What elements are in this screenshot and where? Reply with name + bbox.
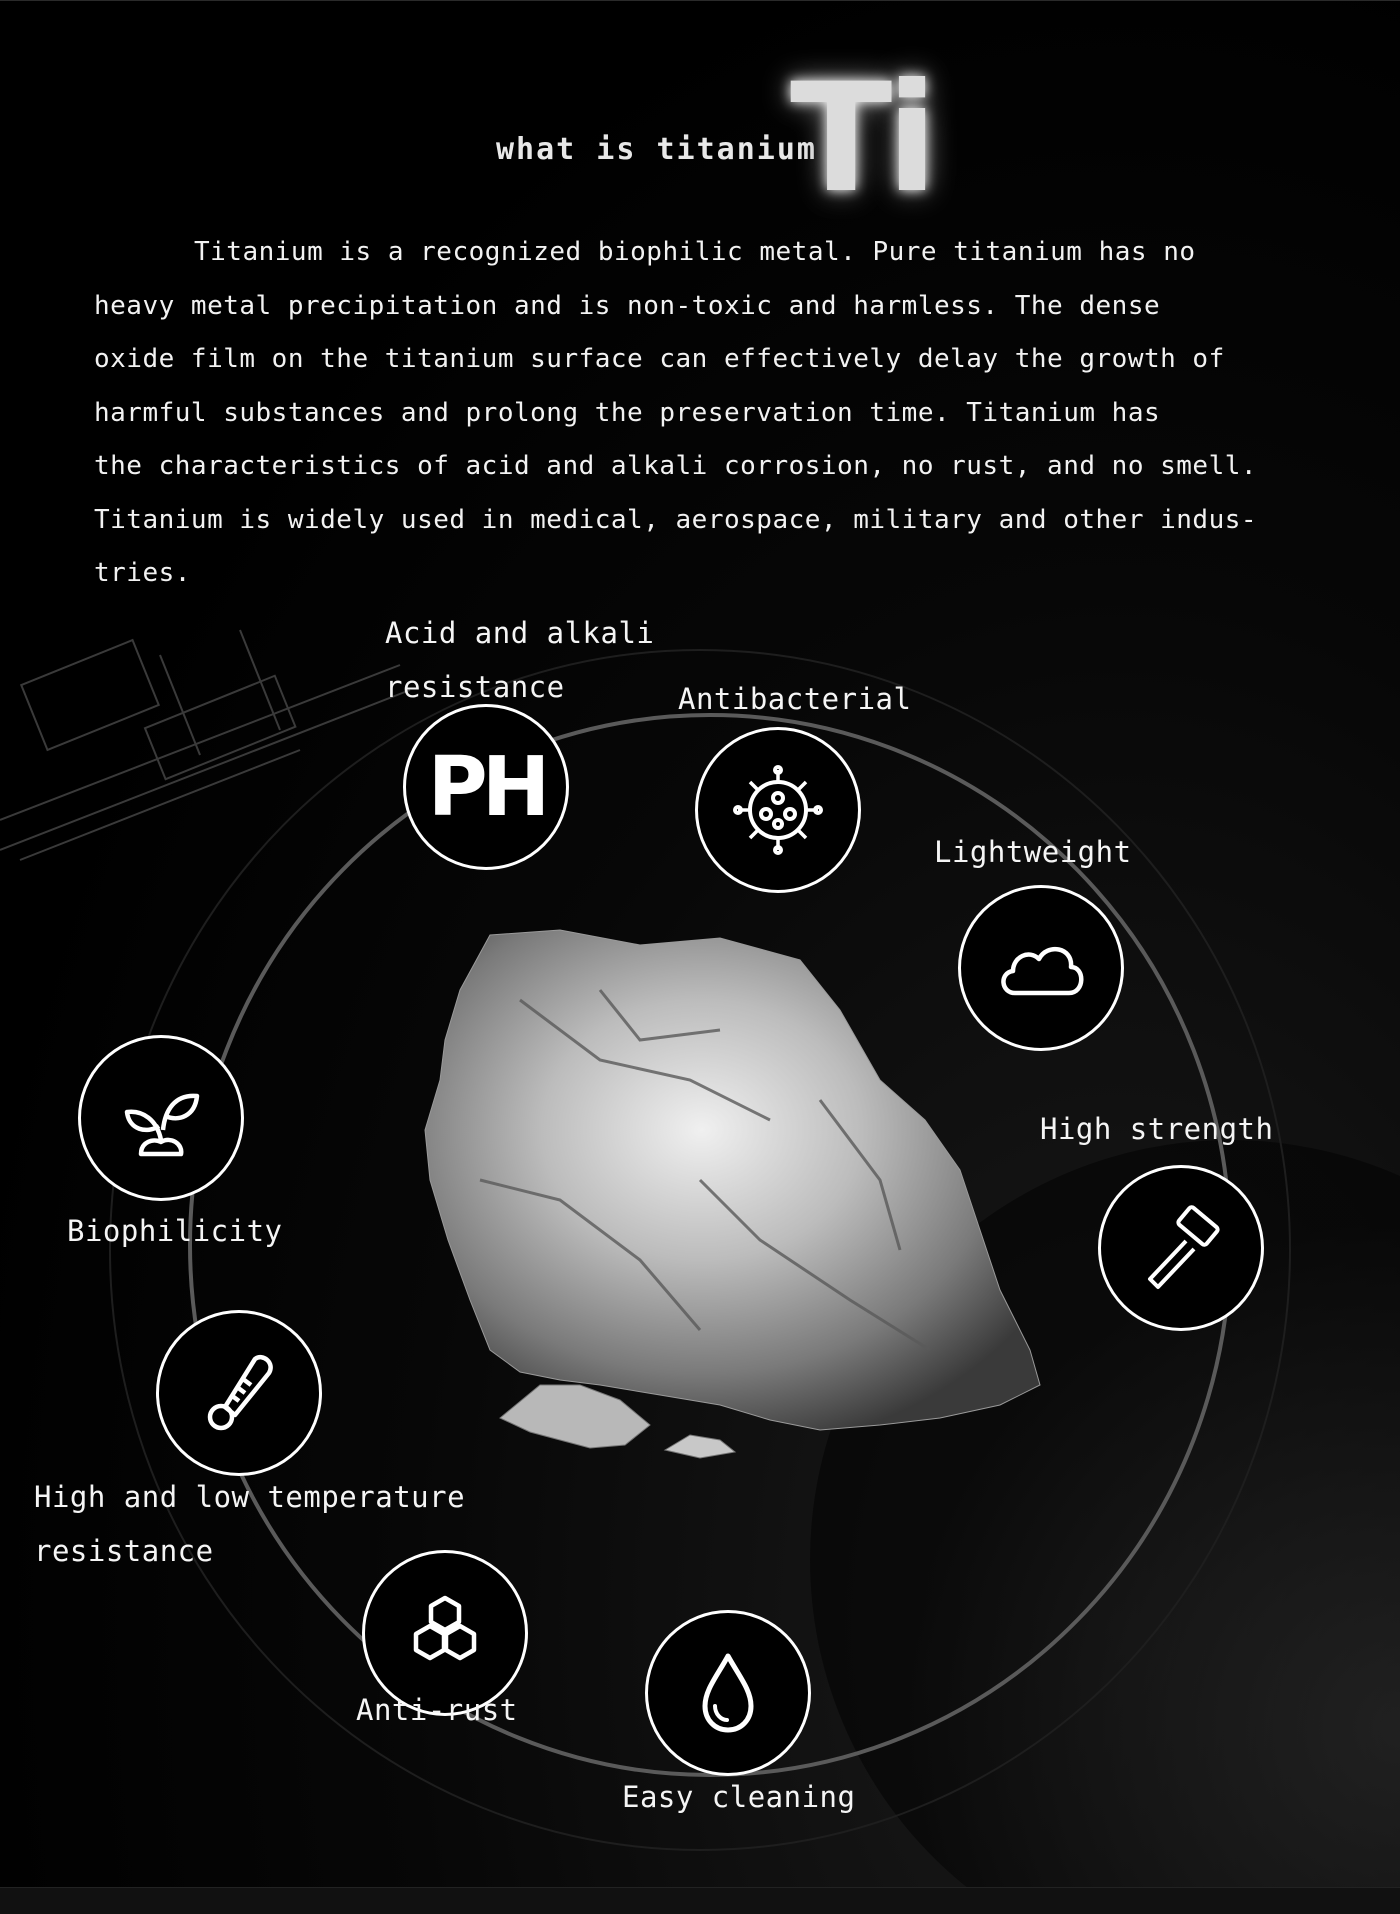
rock-fragment-1 [500, 1385, 650, 1448]
cloud-icon [993, 933, 1089, 1003]
intro-paragraph [94, 226, 1274, 601]
intro-line: the characteristics of acid and alkali corrosion, no rust, and no smell. [94, 451, 1258, 481]
header-subtitle: what is titanium [496, 132, 817, 167]
plant-icon [113, 1070, 209, 1166]
hammer-icon [1136, 1203, 1226, 1293]
bottom-bar [0, 1887, 1400, 1914]
feature-label-antibacterial: Antibacterial [678, 682, 912, 716]
feature-temperature-resistance [156, 1310, 322, 1476]
feature-label-biophilicity: Biophilicity [67, 1214, 283, 1248]
feature-label-easy-cleaning: Easy cleaning [622, 1780, 856, 1814]
satellite-sketch [0, 630, 410, 860]
intro-line: oxide film on the titanium surface can effectively delay the growth of [94, 344, 1225, 374]
feature-lightweight [958, 885, 1124, 1051]
feature-label-lightweight: Lightweight [934, 835, 1132, 869]
feature-label-acid: Acid and alkali resistance [385, 616, 655, 704]
intro-line: Titanium is widely used in medical, aerospace, military and other indus- [94, 504, 1258, 535]
intro-line: heavy metal precipitation and is non-toxic and harmless. The dense [94, 290, 1161, 321]
feature-easy-cleaning [645, 1610, 811, 1776]
intro-line: Titanium is a recognized biophilic metal. Pure titanium has no [194, 237, 1196, 267]
feature-label-anti-rust: Anti-rust [356, 1693, 518, 1727]
intro-line: tries. [94, 558, 191, 588]
droplet-icon [693, 1648, 763, 1738]
hexagons-icon [400, 1588, 490, 1678]
feature-label-temperature: High and low temperature resistance [34, 1480, 466, 1568]
titanium-rock [425, 930, 1040, 1430]
virus-icon [730, 762, 826, 858]
feature-label-strength: High strength [1040, 1112, 1274, 1146]
thermometer-icon [191, 1345, 287, 1441]
feature-high-strength [1098, 1165, 1264, 1331]
feature-biophilicity [78, 1035, 244, 1201]
intro-line: harmful substances and prolong the preservation time. Titanium has [94, 397, 1161, 428]
feature-antibacterial [695, 727, 861, 893]
header [0, 52, 1400, 226]
rock-fragment-2 [665, 1435, 735, 1458]
feature-acid-resistance [403, 704, 569, 870]
ph-icon: PH [427, 739, 545, 835]
element-symbol: Ti [790, 52, 932, 226]
